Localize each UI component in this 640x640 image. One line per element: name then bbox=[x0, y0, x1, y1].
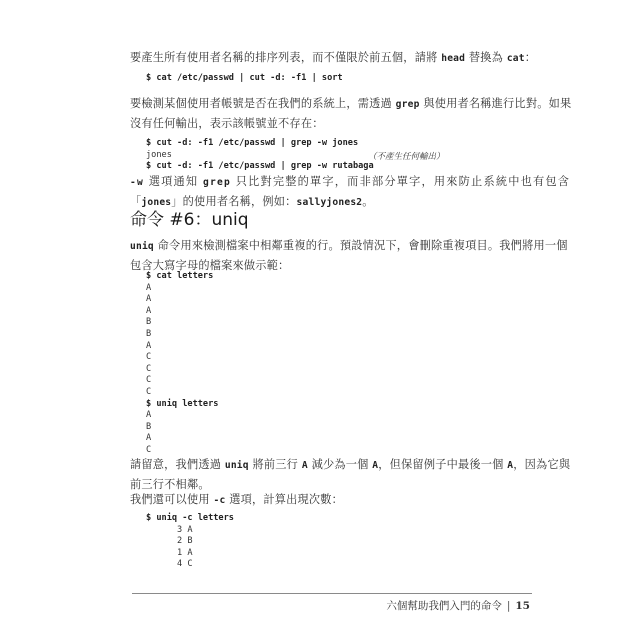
paragraph-grep-w-explain bbox=[130, 172, 571, 212]
footer-divider bbox=[132, 593, 532, 594]
paragraph-line bbox=[130, 94, 572, 114]
code-output-line: B bbox=[146, 421, 152, 432]
code-output-line: C bbox=[146, 352, 152, 363]
paragraph-line bbox=[130, 172, 571, 192]
code-output-line: 3 A bbox=[146, 524, 193, 535]
text: 要產生所有使用者名稱的排序列表，而不僅限於前五個，請將 bbox=[130, 51, 442, 64]
code-output-line: A bbox=[146, 410, 152, 421]
inline-code: sallyjones2 bbox=[296, 197, 363, 208]
code-output-line: 1 A bbox=[146, 547, 193, 558]
code-output-line: C bbox=[146, 444, 152, 455]
text: 我們還可以使用 bbox=[130, 493, 214, 506]
text: 」的使用者名稱，例如： bbox=[171, 195, 297, 208]
inline-code: -w bbox=[130, 177, 144, 188]
inline-code: uniq bbox=[224, 460, 249, 471]
code-output-line: A bbox=[146, 433, 152, 444]
paragraph-line: 前三行不相鄰。 bbox=[130, 478, 210, 491]
text: 。 bbox=[362, 195, 374, 208]
code-output-line: C bbox=[146, 375, 152, 386]
code-block-sort bbox=[146, 73, 343, 85]
code-block-letters bbox=[146, 271, 218, 457]
text: 替換為 bbox=[465, 51, 507, 64]
code-command-line: $ uniq letters bbox=[146, 398, 219, 409]
text: 請留意，我們透過 bbox=[130, 458, 225, 471]
inline-code: grep bbox=[203, 177, 231, 188]
inline-code: jones bbox=[141, 197, 172, 208]
inline-code: -c bbox=[213, 495, 226, 506]
paragraph-line bbox=[130, 455, 571, 475]
paragraph-uniq-note bbox=[130, 455, 571, 494]
paragraph-grep-intro bbox=[130, 94, 572, 133]
text: 與使用者名稱進行比對。如果 bbox=[419, 97, 572, 110]
text: 將前三行 bbox=[248, 458, 302, 471]
paragraph-line: 包含大寫字母的檔案來做示範： bbox=[130, 259, 290, 272]
page-number: 15 bbox=[515, 600, 530, 612]
text: 命令用來檢測檔案中相鄰重複的行。預設情況下，會刪除重複項目。我們將用一個 bbox=[153, 239, 568, 252]
page-footer bbox=[386, 598, 530, 613]
inline-code: A bbox=[372, 460, 379, 471]
text: 減少為一個 bbox=[307, 458, 373, 471]
code-output-line: 4 C bbox=[146, 559, 193, 570]
code-command-line: $ cat /etc/passwd | cut -d: -f1 | sort bbox=[146, 73, 343, 83]
text: 選項通知 bbox=[143, 175, 204, 188]
paragraph-line: 沒有任何輸出，表示該帳號並不存在： bbox=[130, 117, 324, 130]
code-output-line: 2 B bbox=[146, 536, 193, 547]
code-output-line: C bbox=[146, 386, 152, 397]
code-command-line: $ uniq -c letters bbox=[146, 513, 234, 523]
code-command-line: $ cat letters bbox=[146, 271, 214, 281]
running-footer-title: 六個幫助我們入門的命令 bbox=[386, 600, 502, 612]
paragraph-line bbox=[130, 236, 568, 256]
footer-separator: | bbox=[506, 600, 511, 612]
text: 只比對完整的單字，而非部分單字，用來防止系統中也有包含 bbox=[230, 175, 571, 188]
text: ，因為它與 bbox=[513, 458, 571, 471]
inline-code: uniq bbox=[130, 241, 154, 252]
text: 要檢測某個使用者帳號是否在我們的系統上，需透過 bbox=[130, 97, 396, 110]
inline-code: A bbox=[301, 460, 308, 471]
code-output-line: A bbox=[146, 305, 152, 316]
section-heading: 命令 #6：uniq bbox=[130, 210, 249, 230]
code-output-line: A bbox=[146, 294, 152, 305]
code-output-line: B bbox=[146, 328, 152, 339]
code-block-grep bbox=[146, 138, 374, 173]
code-command-line: $ cut -d: -f1 /etc/passwd | grep -w rutabaga bbox=[146, 161, 374, 172]
text: ： bbox=[524, 51, 537, 64]
code-output-line: A bbox=[146, 340, 152, 351]
code-command-line: $ cut -d: -f1 /etc/passwd | grep -w jones bbox=[146, 138, 359, 148]
text: ，但保留例子中最後一個 bbox=[378, 458, 508, 471]
code-annotation: （不產生任何輸出） bbox=[368, 152, 445, 162]
code-block-uniq-c bbox=[146, 513, 234, 571]
text: 「 bbox=[130, 195, 142, 208]
inline-code: head bbox=[441, 53, 466, 64]
inline-code: cat bbox=[506, 53, 525, 64]
code-output-line: B bbox=[146, 317, 152, 328]
inline-code: A bbox=[507, 460, 514, 471]
code-output-line: C bbox=[146, 363, 152, 374]
inline-code: grep bbox=[395, 99, 420, 110]
paragraph-uniq-intro bbox=[130, 236, 568, 275]
text: 選項，計算出現次數： bbox=[225, 493, 344, 506]
paragraph-uniq-c-intro bbox=[130, 490, 530, 510]
code-output-line: A bbox=[146, 282, 152, 293]
paragraph-sort-intro bbox=[130, 48, 537, 68]
code-output-line: jones bbox=[146, 149, 172, 160]
